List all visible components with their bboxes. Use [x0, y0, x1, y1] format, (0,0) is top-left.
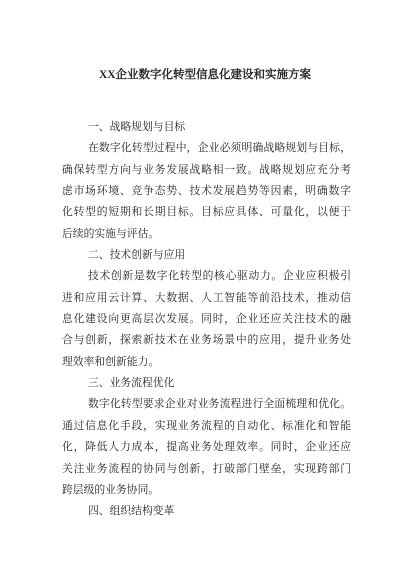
paragraph-line: 通过信息化手段，实现业务流程的自动化、标准化和智能	[62, 419, 351, 432]
document-title: XX企业数字化转型信息化建设和实施方案	[98, 69, 312, 81]
paragraph-line: 化转型的短期和长期目标。目标应具体、可量化，以便于	[62, 206, 351, 219]
document-body	[62, 117, 351, 523]
section-heading: 四、组织结构变革	[88, 505, 175, 518]
paragraph-line: 确保转型方向与业务发展战略相一致。战略规划应充分考	[62, 163, 351, 176]
section-process-optimization	[62, 373, 351, 501]
section-paragraph	[62, 138, 351, 245]
section-heading: 二、技术创新与应用	[88, 249, 186, 262]
section-paragraph	[62, 394, 351, 501]
paragraph-line: 进和应用云计算、大数据、人工智能等前沿技术，推动信	[62, 291, 351, 304]
paragraph-line: 合与创新，探索新技术在业务场景中的应用，提升业务处	[62, 334, 351, 347]
paragraph-line: 跨层级的业务协同。	[62, 483, 160, 496]
section-heading: 三、业务流程优化	[88, 377, 175, 390]
paragraph-line: 在数字化转型过程中，企业必须明确战略规划与目标，	[88, 142, 351, 155]
section-heading: 一、战略规划与目标	[88, 121, 186, 133]
paragraph-line: 虑市场环境、竞争态势、技术发展趋势等因素，明确数字	[62, 185, 351, 198]
paragraph-line: 化，降低人力成本，提高业务处理效率。同时，企业还应	[62, 441, 351, 454]
section-strategic-planning	[62, 117, 351, 245]
paragraph-line: 息化建设向更高层次发展。同时，企业还应关注技术的融	[62, 313, 351, 326]
section-paragraph	[62, 266, 351, 373]
paragraph-line: 关注业务流程的协同与创新，打破部门壁垒，实现跨部门	[62, 462, 351, 475]
paragraph-line: 理效率和创新能力。	[62, 355, 160, 368]
paragraph-line: 后续的实施与评估。	[62, 227, 160, 240]
paragraph-line: 技术创新是数字化转型的核心驱动力。企业应积极引	[88, 270, 351, 283]
section-org-restructure	[62, 501, 351, 522]
section-tech-innovation	[62, 245, 351, 373]
paragraph-line: 数字化转型要求企业对业务流程进行全面梳理和优化。	[88, 398, 351, 411]
